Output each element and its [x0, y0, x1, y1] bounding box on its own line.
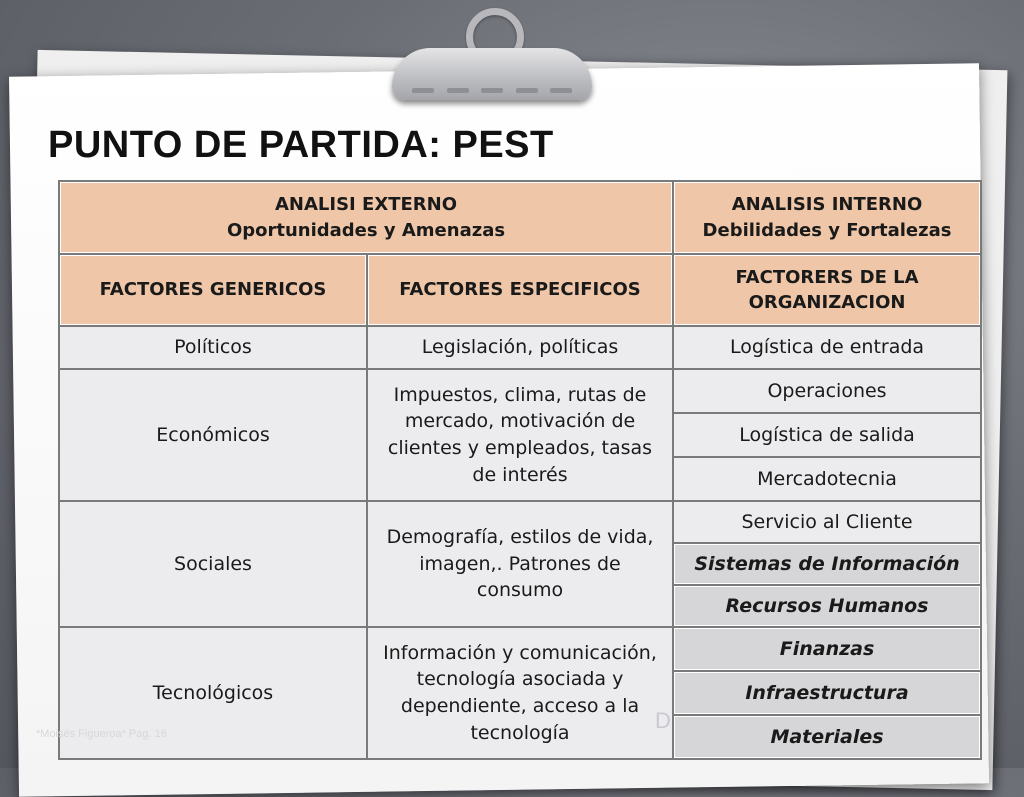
organization-factor-cell: Mercadotecnia: [673, 457, 981, 501]
generic-factor-cell: Políticos: [59, 326, 367, 369]
support-activity-cell: Recursos Humanos: [673, 585, 981, 627]
organization-factor-cell: Logística de salida: [673, 413, 981, 457]
generic-factor-cell: Económicos: [59, 369, 367, 501]
specific-factors-header: FACTORES ESPECIFICOS: [367, 254, 673, 326]
specific-factor-cell: Impuestos, clima, rutas de mercado, motivación de clientes y empleados, tasas de interés: [367, 369, 673, 501]
generic-factors-header: FACTORES GENERICOS: [59, 254, 367, 326]
specific-factor-cell: Legislación, políticas: [367, 326, 673, 369]
organization-factor-cell: Servicio al Cliente: [673, 501, 981, 543]
support-activity-cell: Materiales: [673, 715, 981, 759]
generic-factor-cell: Tecnológicos: [59, 627, 367, 759]
support-activity-cell: Finanzas: [673, 627, 981, 671]
external-header-line2: Oportunidades y Amenazas: [226, 219, 506, 241]
pest-table: [58, 180, 982, 760]
slide-title: PUNTO DE PARTIDA: PEST: [48, 124, 554, 166]
support-activity-cell: Sistemas de Información: [673, 543, 981, 585]
external-header-line1: ANALISI EXTERNO: [275, 194, 457, 216]
binder-clip-dashes: [412, 88, 572, 94]
ghost-letter: D: [655, 708, 671, 733]
support-activity-cell: Infraestructura: [673, 671, 981, 715]
internal-header-line1: ANALISIS INTERNO: [731, 194, 923, 216]
external-analysis-header: [59, 181, 673, 254]
internal-header-line2: Debilidades y Fortalezas: [702, 219, 952, 241]
internal-analysis-header: [673, 181, 981, 254]
specific-factor-cell: Demografía, estilos de vida, imagen,. Patrones de consumo: [367, 501, 673, 627]
organization-factors-header: FACTORERS DE LA ORGANIZACION: [673, 254, 981, 326]
organization-factor-cell: Operaciones: [673, 369, 981, 413]
organization-factor-cell: Logística de entrada: [673, 326, 981, 369]
slide-footer: *Moisés Figueroa* Pag. 16: [36, 728, 167, 740]
generic-factor-cell: Sociales: [59, 501, 367, 627]
specific-factor-cell: Información y comunicación, tecnología asociada y dependiente, acceso a la tecnología: [367, 627, 673, 759]
